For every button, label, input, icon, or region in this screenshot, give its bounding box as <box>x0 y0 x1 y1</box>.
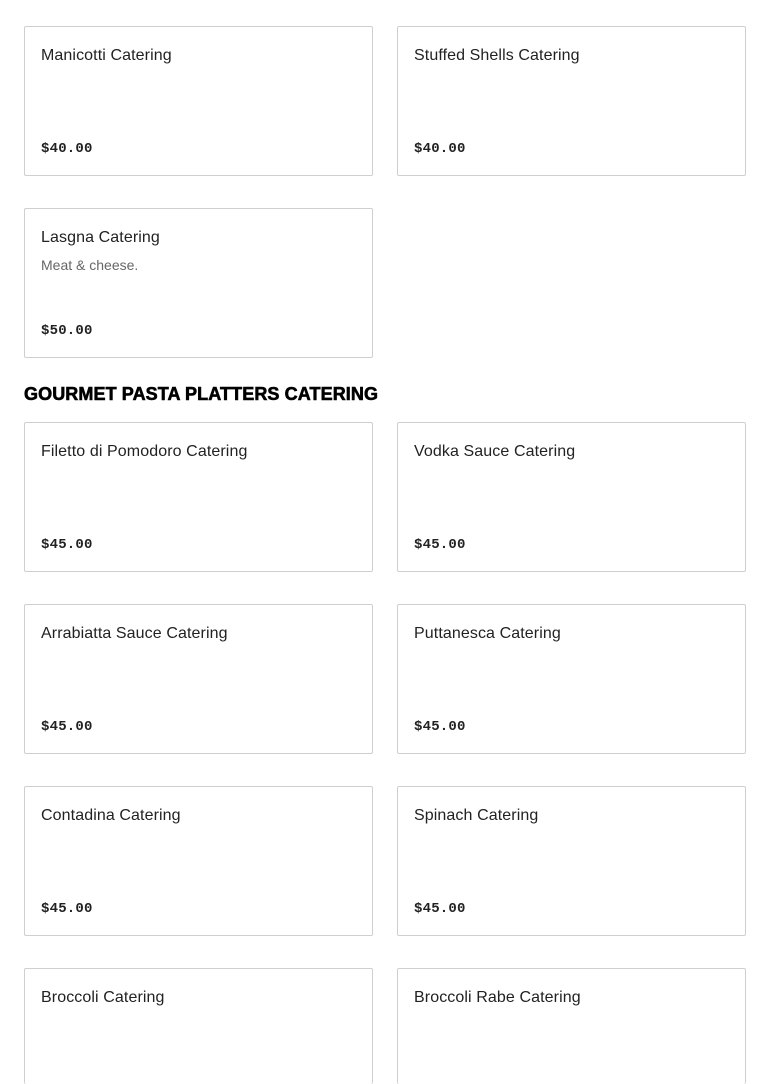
menu-item-card[interactable] <box>397 26 746 176</box>
menu-item-price: $40.00 <box>414 141 466 157</box>
menu-item-card[interactable] <box>397 604 746 754</box>
menu-item-name: Broccoli Rabe Catering <box>414 989 581 1006</box>
menu-item-name: Lasgna Catering <box>41 229 160 246</box>
menu-item-name: Spinach Catering <box>414 807 539 824</box>
menu-item-card[interactable] <box>24 786 373 936</box>
menu-item-price: $45.00 <box>414 901 466 917</box>
menu-item-price: $45.00 <box>414 537 466 553</box>
menu-item-name: Arrabiatta Sauce Catering <box>41 625 228 642</box>
menu-item-price: $50.00 <box>41 323 93 339</box>
menu-item-card[interactable] <box>24 604 373 754</box>
menu-item-description: Meat & cheese. <box>41 257 139 273</box>
menu-item-card[interactable] <box>24 208 373 358</box>
menu-item-price: $40.00 <box>41 141 93 157</box>
menu-item-price: $45.00 <box>41 901 93 917</box>
menu-item-card[interactable] <box>24 422 373 572</box>
menu-item-card[interactable] <box>24 26 373 176</box>
menu-item-name: Puttanesca Catering <box>414 625 561 642</box>
section-heading: GOURMET PASTA PLATTERS CATERING <box>24 384 379 404</box>
menu-item-name: Vodka Sauce Catering <box>414 443 576 460</box>
menu-item-name: Stuffed Shells Catering <box>414 47 580 64</box>
menu-item-price: $45.00 <box>41 537 93 553</box>
menu-item-card[interactable] <box>397 786 746 936</box>
menu-item-name: Manicotti Catering <box>41 47 172 64</box>
menu-item-price: $45.00 <box>41 719 93 735</box>
menu-item-price: $45.00 <box>414 719 466 735</box>
menu-item-card[interactable] <box>397 968 746 1084</box>
menu-item-card[interactable] <box>397 422 746 572</box>
menu-item-name: Contadina Catering <box>41 807 181 824</box>
menu-item-name: Broccoli Catering <box>41 989 165 1006</box>
menu-item-name: Filetto di Pomodoro Catering <box>41 443 248 460</box>
menu-item-card[interactable] <box>24 968 373 1084</box>
